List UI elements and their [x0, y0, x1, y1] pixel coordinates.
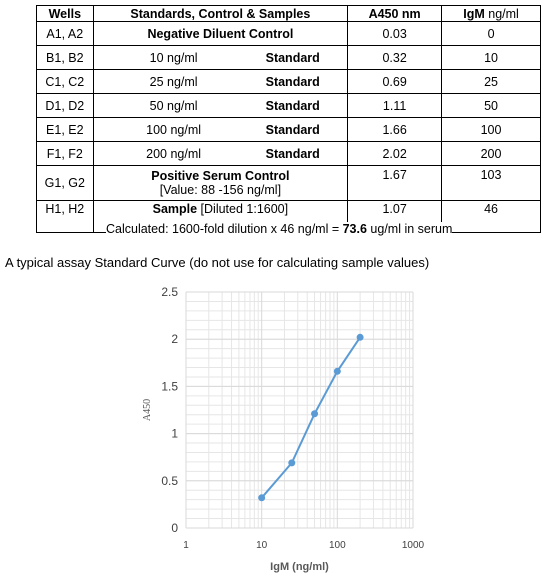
header-wells: Wells: [37, 6, 94, 22]
cell-standard-label: Standard: [265, 122, 320, 137]
positive-control-range: [Value: 88 -156 ng/ml]: [159, 183, 282, 197]
cell-a450: 1.66: [348, 118, 442, 142]
cell-concentration: 10 ng/ml: [149, 50, 198, 65]
cell-a450: 1.07: [348, 201, 442, 233]
cell-concentration: 25 ng/ml: [149, 74, 198, 89]
cell-wells: E1, E2: [37, 118, 94, 142]
x-axis-label: IgM (ng/ml): [270, 561, 329, 573]
header-a450: A450 nm: [348, 6, 442, 22]
data-point: [258, 494, 265, 501]
cell-concentration: 200 ng/ml: [146, 146, 202, 161]
series-line: [262, 337, 360, 497]
cell-wells: H1, H2: [37, 201, 94, 233]
cell-standard-label: Standard: [265, 146, 320, 161]
header-igm-bold: IgM: [463, 6, 485, 21]
cell-igm: 25: [442, 70, 541, 94]
cell-igm: 100: [442, 118, 541, 142]
y-tick-label: 0: [171, 521, 178, 535]
x-tick-label: 100: [328, 540, 346, 551]
cell-standard-label: Standard: [265, 74, 320, 89]
positive-control-title: Positive Serum Control: [151, 169, 290, 183]
cell-description: Negative Diluent Control: [93, 22, 348, 46]
cell-igm: 50: [442, 94, 541, 118]
cell-igm: 10: [442, 46, 541, 70]
cell-a450: 0.32: [348, 46, 442, 70]
header-igm-unit: ng/ml: [484, 6, 519, 21]
cell-a450: 1.67: [348, 166, 442, 201]
calc-value: 73.6: [342, 222, 367, 236]
x-tick-label: 1000: [401, 540, 425, 551]
calc-suffix: ug/ml in serum: [366, 222, 453, 236]
calc-prefix: Calculated: 1600-fold dilution x 46 ng/ml =: [106, 222, 343, 236]
sample-dilution: [Diluted 1:1600]: [197, 202, 289, 216]
cell-standard-label: Standard: [265, 98, 320, 113]
cell-igm: 200: [442, 142, 541, 166]
cell-wells: G1, G2: [37, 166, 94, 201]
y-axis-label: A450: [142, 398, 153, 422]
data-point: [357, 334, 364, 341]
cell-a450: 2.02: [348, 142, 442, 166]
y-tick-label: 1.5: [161, 379, 178, 394]
cell-igm: 46: [442, 201, 541, 233]
y-tick-label: 0.5: [161, 473, 178, 488]
x-tick-label: 1: [183, 540, 189, 551]
cell-a450: 1.11: [348, 94, 442, 118]
cell-wells: A1, A2: [37, 22, 94, 46]
y-tick-label: 1: [171, 426, 178, 441]
x-tick-label: 10: [256, 540, 268, 551]
y-tick-label: 2.5: [161, 285, 178, 299]
chart-caption: A typical assay Standard Curve (do not use for calculating sample values): [5, 255, 430, 270]
header-standards: Standards, Control & Samples: [93, 6, 348, 22]
data-point: [334, 368, 341, 375]
cell-wells: D1, D2: [37, 94, 94, 118]
cell-concentration: 100 ng/ml: [146, 122, 202, 137]
cell-wells: F1, F2: [37, 142, 94, 166]
cell-wells: B1, B2: [37, 46, 94, 70]
cell-standard-label: Standard: [265, 50, 320, 65]
data-point: [288, 459, 295, 466]
data-point: [311, 410, 318, 417]
sample-label: Sample: [152, 202, 198, 216]
cell-a450: 0.69: [348, 70, 442, 94]
cell-igm: 0: [442, 22, 541, 46]
cell-wells: C1, C2: [37, 70, 94, 94]
y-tick-label: 2: [171, 332, 178, 347]
cell-a450: 0.03: [348, 22, 442, 46]
cell-concentration: 50 ng/ml: [149, 98, 198, 113]
cell-igm: 103: [442, 166, 541, 201]
